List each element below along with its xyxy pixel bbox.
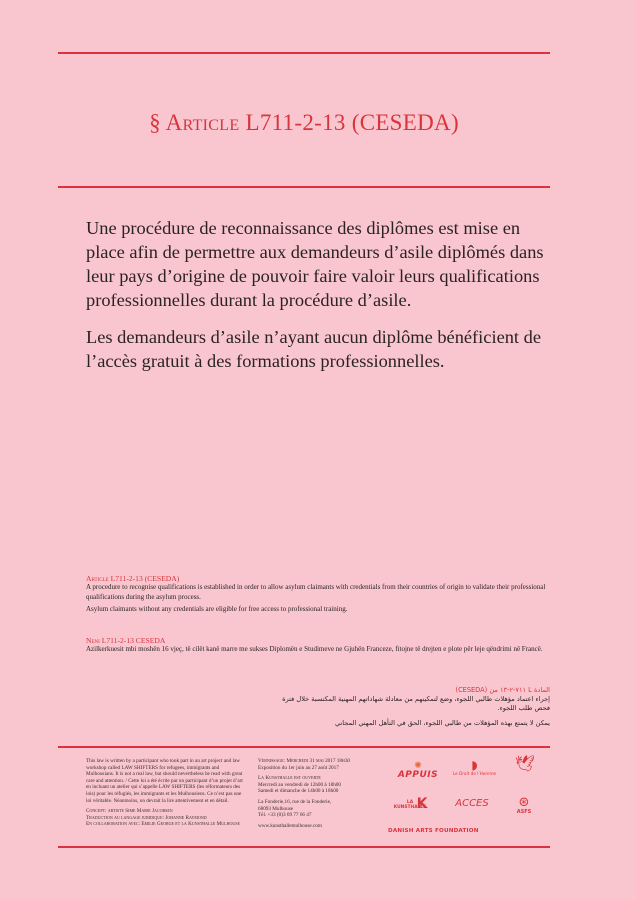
- dove-logo: [508, 756, 542, 772]
- dove-icon: 🕊: [514, 754, 536, 773]
- arabic-paragraph: إجراء اعتماد مؤهلات طالبي اللجوء، وضع لتمكينهم من معادلة شهاداتهم المهنية المكتسبة خلال فترة فحص طلب اللجوء.: [282, 695, 550, 712]
- page-title: § Article L711-2-13 (CESEDA): [149, 110, 459, 135]
- k-mark-icon: K: [416, 796, 428, 812]
- acces-logo: ACCES: [455, 798, 489, 809]
- main-paragraph: Une procédure de reconnaissance des diplômes est mise en place afin de permettre aux demandeurs d’asile diplômés dans leur pays d’origine de pouvoir faire valoir leurs qualifications professionnelles durant la procédure d’asile.: [86, 218, 544, 310]
- appuis-logo: ✺ APPUIS: [392, 762, 444, 780]
- opening-hours: Mercredi au vendredi de 12h00 à 18h00: [258, 781, 341, 788]
- footer-credit: Concept: artiste Sime Marie Jacobsen: [86, 808, 173, 815]
- footer-info: [86, 758, 246, 828]
- bottom-rule: [58, 846, 550, 848]
- address: La Fonderie,16, rue de la Fonderie,: [258, 798, 332, 805]
- arabic-paragraph: يمكن لا يتمتع بهذه المؤهلات من طالبي اللجوء، الحق في التأهل المهني المجاني: [334, 719, 550, 727]
- english-paragraph: Asylum claimants without any credentials are eligible for free access to professional training.: [86, 605, 348, 614]
- main-text: [86, 216, 556, 386]
- exhibition-dates: Exposition du 1er juin au 27 août 2017: [258, 764, 339, 771]
- kunsthalle-logo: LA KUNSTHALLE: [393, 800, 427, 810]
- arabic-section: [280, 686, 550, 734]
- albanian-paragraph: Azilkerkuesit mbi moshën 16 vjeç, të cilët kanë marre me sukses Diplomën e Studimeve ne Gjuhën Franceze, fitojne të drejten e plote për leje qëndrimi në Francë.: [86, 645, 543, 654]
- title-bottom-rule: [58, 186, 550, 188]
- footer-venue: [258, 758, 383, 829]
- english-paragraph: A procedure to recognise qualifications is established in order to allow asylum claimants with credentials from their countries of origin to validate their professional qualifications during the asylum process.: [86, 583, 546, 601]
- albanian-heading: Neni L711-2-13 CESEDA: [86, 636, 166, 645]
- opening-hours: Samedi et dimanche de 14h00 à 18h00: [258, 788, 339, 795]
- vernissage: Vernissage: Mercredi 31 mai 2017 18h30: [258, 758, 351, 764]
- phone: Tél. +33 (0)3 69 77 66 47: [258, 812, 312, 819]
- droits-homme-logo: ◗ Le Droit de l’Homme: [452, 758, 497, 776]
- asfs-emblem-icon: ⊛: [518, 795, 530, 810]
- english-heading: Article L711-2-13 (CESEDA): [86, 574, 180, 583]
- website-link[interactable]: www.kunsthallemulhouse.com: [258, 822, 322, 829]
- footer-credit: En collaboration avec: Emilie George et la Kunsthalle Mulhouse: [86, 821, 240, 828]
- appuis-sun-icon: ✺: [414, 761, 422, 771]
- footer-top-rule: [58, 746, 550, 748]
- opening-hours-heading: La Kunsthalle est ouverte: [258, 775, 321, 782]
- top-rule: [58, 52, 550, 54]
- main-paragraph: Les demandeurs d’asile n’ayant aucun diplôme bénéficient de l’accès gratuit à des formations professionnelles.: [86, 327, 541, 371]
- address: 68093 Mulhouse: [258, 805, 294, 812]
- danish-arts-foundation-logo: DANISH ARTS FOUNDATION: [388, 828, 479, 834]
- english-section: [86, 574, 554, 618]
- profile-icon: ◗: [471, 758, 478, 772]
- asfs-logo: ⊛ ASFS: [508, 796, 540, 815]
- albanian-section: [86, 636, 554, 658]
- arabic-heading: المادة L ٧١١-٢-١٣ من (CESEDA): [455, 686, 550, 694]
- footer-credit: Traduction au langage juridique: Johanne Raymond: [86, 814, 207, 821]
- footer-disclaimer: This law is written by a participant who took part in an art project and law workshop called LAW SHIFTERS for refugees, immigrants and Mulhousians. It is not a real law, but should nevertheless be read with great care and attention. / Cette loi a été écrite par un participant d’un projet d’art en incluant un atelier qui s’appelle LAW SHIFTERS (les réformateurs des lois) pour les réfugiés, les immigrants et les Mulhousiens. Ce n’est pas une loi véritable. Néanmoins, on devrait la lire attentivement et en détail.: [86, 758, 243, 804]
